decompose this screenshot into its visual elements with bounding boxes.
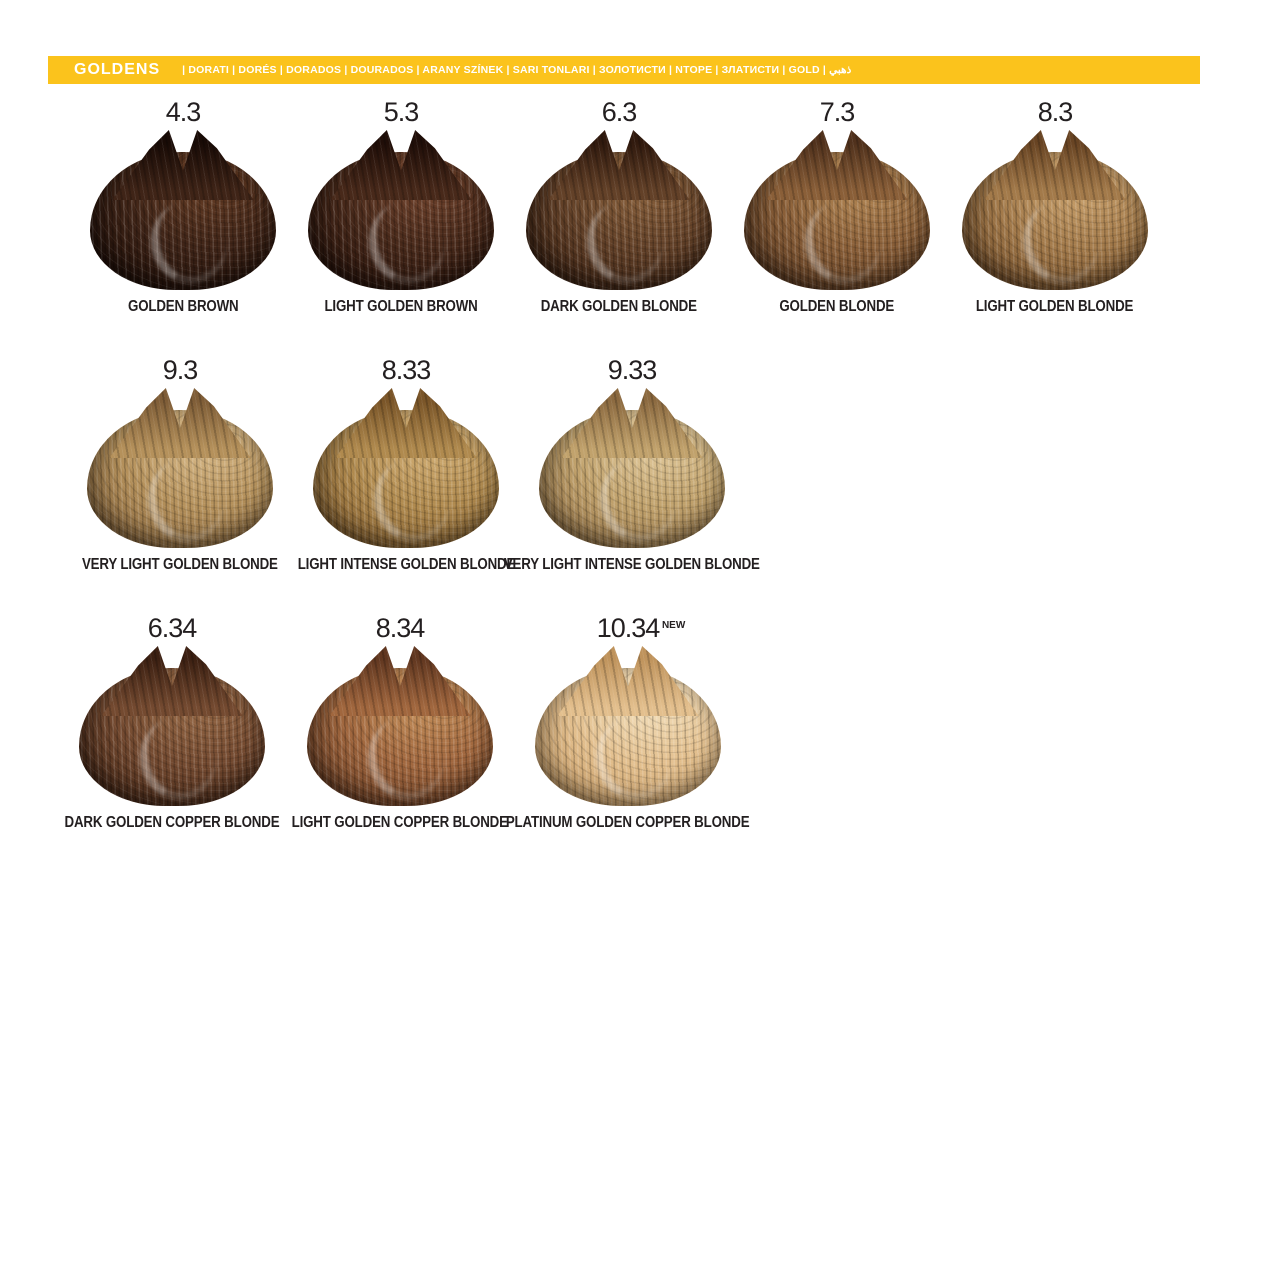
shade-cell bbox=[739, 96, 935, 316]
shade-cell bbox=[78, 354, 282, 574]
shade-code bbox=[384, 96, 419, 130]
shade-cell bbox=[64, 612, 280, 832]
shade-name bbox=[274, 814, 525, 832]
hair-swatch-image bbox=[539, 388, 725, 548]
hair-swatch-image bbox=[962, 130, 1148, 290]
shade-name bbox=[47, 814, 297, 832]
shade-code bbox=[596, 612, 686, 646]
shade-cell bbox=[504, 354, 760, 574]
shade-code bbox=[602, 96, 637, 130]
shade-name-text: DARK GOLDEN BLONDE bbox=[540, 298, 698, 315]
hair-swatch-image bbox=[535, 646, 721, 806]
shade-name-text: PLATINUM GOLDEN COPPER BLONDE bbox=[506, 814, 750, 831]
shade-name-text: LIGHT INTENSE GOLDEN BLONDE bbox=[297, 556, 515, 573]
goldens-banner bbox=[48, 56, 1200, 84]
shade-code-text: 6.34 bbox=[147, 613, 197, 643]
hair-swatch-image bbox=[90, 130, 276, 290]
shade-code-text: 7.3 bbox=[819, 97, 855, 127]
shade-name-text: LIGHT GOLDEN BLONDE bbox=[976, 298, 1134, 315]
hair-swatch-image bbox=[307, 646, 493, 806]
shade-cell bbox=[521, 96, 717, 316]
shade-name bbox=[312, 298, 490, 316]
shade-name bbox=[528, 298, 710, 316]
shade-row-2 bbox=[78, 354, 760, 574]
shade-code bbox=[166, 96, 201, 130]
shade-cell bbox=[957, 96, 1153, 316]
shade-name bbox=[66, 556, 294, 574]
shade-name bbox=[280, 556, 533, 574]
shade-row-1 bbox=[85, 96, 1153, 316]
shade-code-text: 8.34 bbox=[375, 613, 425, 643]
shade-code bbox=[148, 612, 197, 646]
shade-code bbox=[376, 612, 425, 646]
shade-cell bbox=[506, 612, 750, 832]
shade-name bbox=[486, 814, 769, 832]
shade-code bbox=[820, 96, 855, 130]
hair-swatch-image bbox=[526, 130, 712, 290]
shade-name-text: LIGHT GOLDEN COPPER BLONDE bbox=[291, 814, 509, 831]
shade-cell bbox=[291, 612, 509, 832]
shade-name-text: VERY LIGHT INTENSE GOLDEN BLONDE bbox=[504, 556, 760, 573]
shade-name-text: GOLDEN BLONDE bbox=[779, 298, 895, 315]
shade-name bbox=[119, 298, 247, 316]
shade-code bbox=[163, 354, 198, 388]
shade-code bbox=[1038, 96, 1073, 130]
shade-code-text: 5.3 bbox=[383, 97, 419, 127]
shade-code bbox=[608, 354, 657, 388]
shade-name-text: VERY LIGHT GOLDEN BLONDE bbox=[82, 556, 278, 573]
shade-code bbox=[382, 354, 431, 388]
hair-swatch-image bbox=[313, 388, 499, 548]
shade-cell bbox=[303, 96, 499, 316]
shade-name-text: DARK GOLDEN COPPER BLONDE bbox=[64, 814, 280, 831]
shade-row-3 bbox=[64, 612, 750, 832]
shade-name bbox=[770, 298, 903, 316]
banner-translations: | DORATI | DORÉS | DORADOS | DOURADOS | ARANY SZÍNEK | SARI TONLARI | ЗОЛОТИСТИ | NTOPE | ЗЛАТИСТИ | GOLD | ذهبي bbox=[182, 64, 852, 76]
shade-name bbox=[483, 556, 781, 574]
hair-swatch-image bbox=[79, 646, 265, 806]
shade-code-text: 8.33 bbox=[381, 355, 431, 385]
shade-code-text: 9.33 bbox=[607, 355, 657, 385]
hair-swatch-image bbox=[308, 130, 494, 290]
shade-code-text: 10.34 bbox=[596, 613, 660, 643]
hair-swatch-image bbox=[87, 388, 273, 548]
shade-code-text: 4.3 bbox=[165, 97, 201, 127]
shade-cell bbox=[85, 96, 281, 316]
shade-code-text: 6.3 bbox=[601, 97, 637, 127]
hair-swatch-image bbox=[744, 130, 930, 290]
shade-name bbox=[963, 298, 1146, 316]
banner-title: GOLDENS bbox=[74, 61, 161, 78]
shade-name-text: LIGHT GOLDEN BROWN bbox=[324, 298, 478, 315]
shade-name-text: GOLDEN BROWN bbox=[127, 298, 239, 315]
new-badge: NEW bbox=[661, 620, 686, 631]
shade-code-text: 8.3 bbox=[1037, 97, 1073, 127]
shade-code-text: 9.3 bbox=[162, 355, 198, 385]
shade-cell bbox=[297, 354, 515, 574]
